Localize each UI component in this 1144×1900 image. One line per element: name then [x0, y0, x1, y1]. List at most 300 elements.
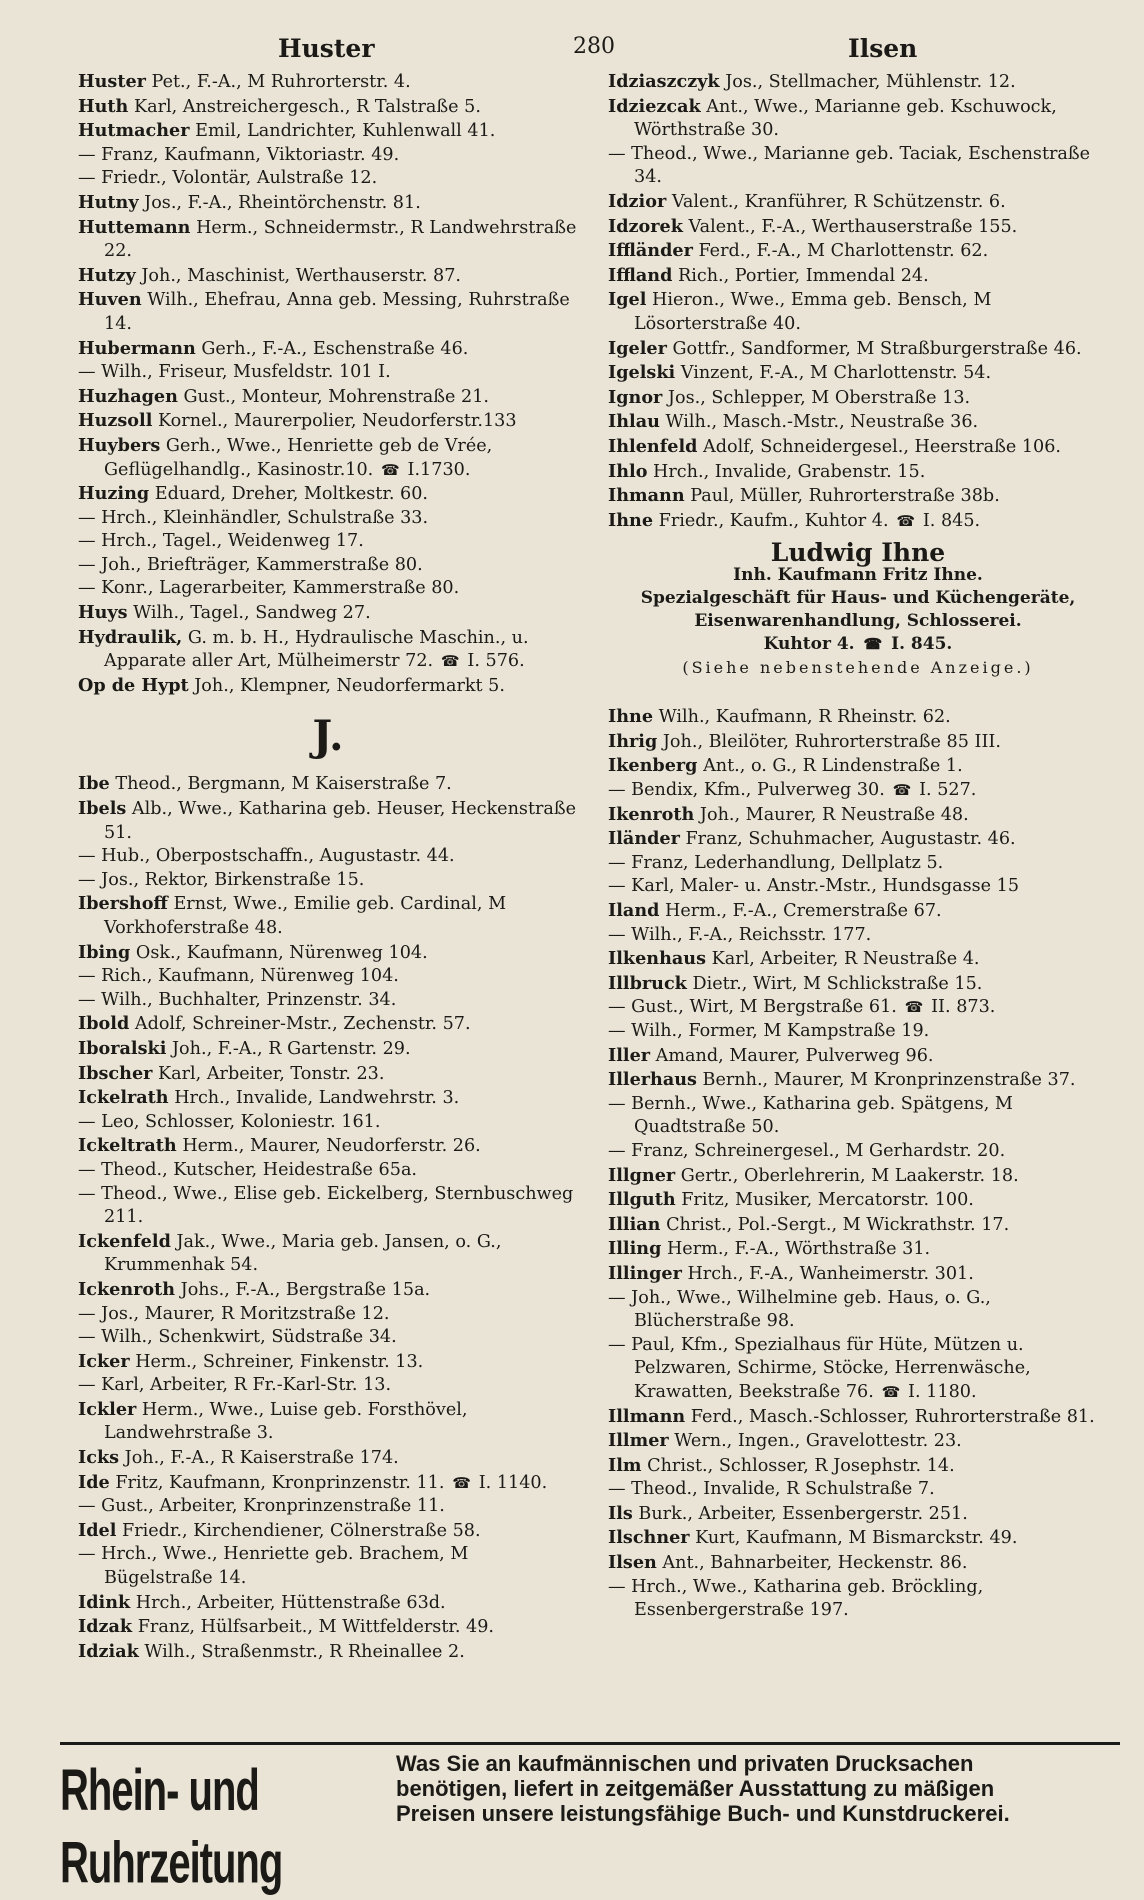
- header-right-keyword: Ilsen: [848, 34, 918, 63]
- directory-entry: [78, 1495, 578, 1519]
- entry-details: Christ., Pol.-Sergt., M Wickrathstr. 17.: [666, 1214, 1010, 1235]
- directory-entry: [78, 1086, 578, 1111]
- directory-entry: [78, 674, 578, 699]
- entry-details: Hrch., Invalide, Landwehrstr. 3.: [174, 1088, 460, 1109]
- footer-advertisement: [60, 1742, 1120, 1896]
- entry-surname: Ils: [608, 1502, 633, 1524]
- entry-surname: Ilm: [608, 1454, 642, 1476]
- directory-entry: [78, 288, 578, 336]
- directory-entry: [608, 924, 1108, 948]
- entry-details: Karl, Arbeiter, Tonstr. 23.: [158, 1063, 385, 1084]
- entry-phone: I. 845.: [922, 510, 981, 531]
- entry-phone: I. 1140.: [478, 1472, 548, 1493]
- telephone-icon: ☎: [899, 998, 929, 1017]
- entry-surname: Illguth: [608, 1189, 676, 1211]
- footer-slogan: [396, 1751, 1116, 1826]
- advertisement-ludwig-ihne: [608, 538, 1108, 679]
- entry-details: — Wilh., Former, M Kampstraße 19.: [608, 1021, 930, 1041]
- entry-details: Fritz, Musiker, Mercatorstr. 100.: [681, 1190, 974, 1211]
- entry-details: Wilh., Straßenmstr., R Rheinallee 2.: [144, 1641, 465, 1662]
- entry-surname: Hutmacher: [78, 120, 190, 142]
- entry-details: — Jos., Rektor, Birkenstraße 15.: [78, 869, 365, 890]
- entry-details: Ferd., Masch.-Schlosser, Ruhrorterstraße 81.: [690, 1406, 1095, 1427]
- entry-details: Jak., Wwe., Maria geb. Jansen, o. G., Krummenhak 54.: [104, 1231, 502, 1276]
- right-column-entries-2: [608, 705, 1108, 1623]
- directory-entry: [78, 1543, 578, 1590]
- entry-surname: Illmer: [608, 1430, 669, 1452]
- directory-entry: [78, 1615, 578, 1640]
- entry-details: — Franz, Schreinergesel., M Gerhardstr. 20.: [608, 1140, 1006, 1161]
- directory-entry: [608, 70, 1108, 95]
- entry-details: — Joh., Briefträger, Kammerstraße 80.: [78, 554, 423, 575]
- directory-entry: [78, 1230, 578, 1278]
- entry-surname: Ihne: [608, 706, 654, 728]
- directory-entry: [78, 1350, 578, 1375]
- entry-details: Gerh., Wwe., Henriette geb de Vrée, Geflügelhandlg., Kasinostr.10.: [104, 435, 493, 480]
- directory-entry: [608, 1502, 1108, 1527]
- directory-entry: [608, 1068, 1108, 1093]
- entry-details: Jos., F.-A., Rheintörchenstr. 81.: [144, 192, 421, 213]
- section-letter: J.: [312, 711, 344, 761]
- entry-surname: Idziaszczyk: [608, 71, 720, 92]
- directory-entry: [78, 869, 578, 893]
- right-column-entries: [608, 70, 1108, 533]
- entry-details: — Hrch., Wwe., Katharina geb. Bröckling, Essenbergerstraße 197.: [608, 1576, 984, 1621]
- entry-details: — Franz, Lederhandlung, Dellplatz 5.: [608, 852, 944, 873]
- directory-entry: [78, 1374, 578, 1398]
- directory-entry: [78, 482, 578, 507]
- entry-details: Gertr., Oberlehrerin, M Laakerstr. 18.: [680, 1165, 1019, 1186]
- entry-surname: Ickenfeld: [78, 1230, 171, 1252]
- ad-phone: I. 845.: [891, 634, 953, 655]
- directory-entry: [608, 1429, 1108, 1454]
- entry-details: Wilh., Tagel., Sandweg 27.: [133, 603, 371, 624]
- directory-entry: [78, 601, 578, 626]
- directory-entry: [78, 530, 578, 554]
- entry-details: — Hrch., Wwe., Henriette geb. Brachem, M Bügelstraße 14.: [78, 1544, 469, 1589]
- entry-surname: Icks: [78, 1447, 120, 1469]
- entry-phone: I. 1180.: [908, 1381, 977, 1402]
- entry-details: Joh., Klempner, Neudorfermarkt 5.: [194, 675, 505, 696]
- entry-surname: Ihlo: [608, 460, 648, 482]
- entry-details: Gottfr., Sandformer, M Straßburgerstraße 46.: [672, 338, 1082, 359]
- directory-entry: [78, 1398, 578, 1446]
- left-column-h-entries: [78, 70, 578, 698]
- directory-entry: [78, 95, 578, 120]
- entry-details: Hieron., Wwe., Emma geb. Bensch, M Lösorterstraße 40.: [634, 290, 992, 334]
- entry-details: Jos., Schlepper, M Oberstraße 13.: [667, 387, 971, 408]
- directory-entry: [608, 947, 1108, 972]
- entry-details: Herm., Schneidermstr., R Landwehrstraße 22.: [104, 217, 577, 262]
- entry-details: — Wilh., Friseur, Musfeldstr. 101 I.: [78, 362, 391, 383]
- entry-details: Ferd., F.-A., M Charlottenstr. 62.: [698, 241, 989, 262]
- entry-details: Dietr., Wirt, M Schlickstraße 15.: [692, 973, 983, 994]
- entry-surname: Hutzy: [78, 264, 136, 286]
- directory-entry: [78, 191, 578, 216]
- directory-entry: [78, 1062, 578, 1087]
- entry-details: Jos., Stellmacher, Mühlenstr. 12.: [725, 72, 1016, 92]
- entry-details: Gerh., F.-A., Eschenstraße 46.: [201, 338, 469, 359]
- entry-surname: Ickelrath: [78, 1087, 169, 1109]
- directory-entry: [608, 1188, 1108, 1213]
- directory-entry: [78, 119, 578, 144]
- entry-details: — Paul, Kfm., Spezialhaus für Hüte, Mützen u. Pelzwaren, Schirme, Stöcke, Herrenwäsche, Krawatten, Beekstraße 76.: [608, 1334, 1031, 1402]
- directory-entry: [608, 1454, 1108, 1479]
- directory-entry: [608, 827, 1108, 852]
- directory-entry: [608, 852, 1108, 876]
- directory-entry: [78, 1446, 578, 1471]
- directory-entry: [608, 779, 1108, 803]
- entry-details: — Karl, Arbeiter, R Fr.-Karl-Str. 13.: [78, 1375, 392, 1396]
- entry-surname: Iller: [608, 1044, 651, 1066]
- entry-surname: Ilschner: [608, 1527, 690, 1549]
- directory-entry: [78, 1012, 578, 1037]
- directory-entry: [78, 361, 578, 385]
- ad-address-line: [608, 633, 1108, 656]
- entry-surname: Igelski: [608, 362, 676, 384]
- entry-phone: II. 873.: [931, 997, 996, 1018]
- ad-line-1: Spezialgeschäft für Haus- und Küchengeräte,: [640, 588, 1076, 609]
- entry-details: — Theod., Wwe., Elise geb. Eickelberg, Sternbuschweg 211.: [78, 1183, 574, 1228]
- directory-entry: [608, 1093, 1108, 1140]
- directory-entry: [78, 507, 578, 531]
- directory-entry: [78, 554, 578, 578]
- entry-details: Bernh., Maurer, M Kronprinzenstraße 37.: [702, 1070, 1076, 1091]
- entry-details: Gust., Monteur, Mohrenstraße 21.: [183, 386, 489, 407]
- left-column-j-entries: [78, 772, 578, 1664]
- telephone-icon: ☎: [447, 1473, 476, 1492]
- telephone-icon: ☎: [891, 511, 920, 530]
- directory-entry: [608, 1140, 1108, 1164]
- directory-entry: [608, 1237, 1108, 1262]
- entry-details: Johs., F.-A., Bergstraße 15a.: [180, 1279, 431, 1300]
- directory-entry: [78, 1471, 578, 1496]
- entry-details: — Wilh., F.-A., Reichsstr. 177.: [608, 924, 872, 945]
- entry-surname: Ickler: [78, 1398, 137, 1420]
- entry-surname: Icker: [78, 1350, 130, 1372]
- entry-surname: Ibershoff: [78, 893, 168, 915]
- directory-entry: [78, 1278, 578, 1303]
- directory-entry: [78, 337, 578, 362]
- directory-entry: [78, 385, 578, 410]
- entry-details: Joh., Maschinist, Werthauserstr. 87.: [141, 265, 461, 286]
- entry-details: — Joh., Wwe., Wilhelmine geb. Haus, o. G., Blücherstraße 98.: [608, 1287, 991, 1332]
- directory-entry: [78, 1037, 578, 1062]
- entry-details: — Theod., Wwe., Marianne geb. Taciak, Eschenstraße 34.: [608, 143, 1091, 188]
- newspaper-logo: Rhein- und Ruhrzeitung: [60, 1759, 283, 1896]
- entry-surname: Op de Hypt: [78, 674, 189, 696]
- directory-entry: [608, 1551, 1108, 1576]
- entry-surname: Hubermann: [78, 337, 196, 359]
- header-left-keyword: Huster: [278, 34, 375, 63]
- entry-surname: Ibels: [78, 798, 127, 820]
- entry-phone: I. 576.: [467, 651, 525, 672]
- entry-details: Kurt, Kaufmann, M Bismarckstr. 49.: [695, 1528, 1018, 1549]
- entry-surname: Iland: [608, 900, 660, 922]
- entry-surname: Illerhaus: [608, 1069, 697, 1091]
- entry-surname: Ignor: [608, 386, 663, 408]
- entry-surname: Huzing: [78, 483, 150, 505]
- directory-columns: [78, 70, 1110, 1710]
- directory-entry: [78, 144, 578, 168]
- ad-line-2: Eisenwarenhandlung, Schlosserei.: [694, 611, 1022, 632]
- entry-surname: Iboralski: [78, 1037, 167, 1059]
- telephone-icon: ☎: [376, 460, 405, 479]
- entry-details: Osk., Kaufmann, Nürenweg 104.: [135, 942, 428, 963]
- entry-details: Joh., Maurer, R Neustraße 48.: [699, 804, 969, 825]
- entry-details: — Jos., Maurer, R Moritzstraße 12.: [78, 1303, 390, 1324]
- entry-details: Pet., F.-A., M Ruhrorterstr. 4.: [151, 72, 411, 92]
- entry-surname: Huttemann: [78, 216, 191, 238]
- directory-entry: [608, 899, 1108, 924]
- entry-surname: Ihlau: [608, 411, 660, 433]
- directory-entry: [608, 1164, 1108, 1189]
- directory-entry: [608, 1478, 1108, 1502]
- directory-entry: [78, 772, 578, 797]
- directory-entry: [78, 1326, 578, 1350]
- entry-surname: Ide: [78, 1471, 110, 1493]
- directory-entry: [608, 1213, 1108, 1238]
- entry-surname: Idziak: [78, 1640, 139, 1662]
- slogan-line-1: Was Sie an kaufmännischen und privaten Drucksachen: [396, 1751, 974, 1776]
- directory-entry: [608, 1576, 1108, 1623]
- entry-details: Herm., Schreiner, Finkenstr. 13.: [135, 1351, 424, 1372]
- entry-surname: Ickenroth: [78, 1278, 176, 1300]
- entry-details: — Bendix, Kfm., Pulverweg 30.: [608, 780, 885, 801]
- entry-surname: Idzior: [608, 190, 667, 212]
- entry-surname: Iffländer: [608, 240, 693, 262]
- ad-address: Kuhtor 4.: [763, 634, 855, 655]
- entry-details: Herm., F.-A., Cremerstraße 67.: [665, 901, 942, 922]
- entry-details: Joh., F.-A., R Gartenstr. 29.: [172, 1038, 411, 1059]
- entry-surname: Ilsen: [608, 1552, 657, 1574]
- entry-surname: Huster: [78, 71, 146, 92]
- entry-details: Herm., Wwe., Luise geb. Forsthövel, Landwehrstraße 3.: [104, 1399, 468, 1444]
- entry-details: Franz, Schuhmacher, Augustastr. 46.: [685, 829, 1016, 850]
- entry-details: Emil, Landrichter, Kuhlenwall 41.: [195, 121, 496, 142]
- entry-surname: Ibscher: [78, 1062, 153, 1084]
- directory-entry: [608, 803, 1108, 828]
- slogan-line-3: Preisen unsere leistungsfähige Buch- und Kunstdruckerei.: [396, 1801, 1010, 1826]
- directory-entry: [78, 989, 578, 1013]
- entry-details: — Hrch., Tagel., Weidenweg 17.: [78, 531, 364, 552]
- directory-entry: [608, 972, 1108, 997]
- entry-surname: Illing: [608, 1238, 662, 1260]
- entry-details: Joh., Bleilöter, Ruhrorterstraße 85 III.: [662, 731, 1001, 752]
- entry-details: Friedr., Kirchendiener, Cölnerstraße 58.: [122, 1520, 481, 1541]
- entry-details: — Theod., Kutscher, Heidestraße 65a.: [78, 1159, 418, 1180]
- telephone-icon: ☎: [887, 781, 917, 800]
- entry-details: Wilh., Masch.-Mstr., Neustraße 36.: [665, 412, 979, 433]
- directory-entry: [608, 1405, 1108, 1430]
- entry-details: Wilh., Kaufmann, R Rheinstr. 62.: [658, 707, 951, 728]
- directory-entry: [608, 1287, 1108, 1334]
- entry-surname: Ihlenfeld: [608, 435, 698, 457]
- entry-details: — Konr., Lagerarbeiter, Kammerstraße 80.: [78, 578, 460, 599]
- right-column: [608, 70, 1108, 1623]
- entry-details: Hrch., F.-A., Wanheimerstr. 301.: [687, 1263, 974, 1284]
- entry-surname: Huybers: [78, 434, 161, 456]
- entry-surname: Hydraulik,: [78, 626, 183, 648]
- entry-details: Joh., F.-A., R Kaiserstraße 174.: [124, 1448, 399, 1469]
- directory-entry: [608, 239, 1108, 264]
- slogan-line-2: benötigen, liefert in zeitgemäßer Ausstattung zu mäßigen: [396, 1776, 995, 1801]
- ad-note: (Siehe nebenstehende Anzeige.): [682, 658, 1034, 678]
- entry-surname: Idel: [78, 1519, 117, 1541]
- directory-entry: [78, 797, 578, 845]
- directory-entry: [78, 892, 578, 940]
- entry-details: — Wilh., Buchhalter, Prinzenstr. 34.: [78, 989, 397, 1010]
- directory-entry: [78, 1519, 578, 1544]
- directory-entry: [78, 167, 578, 191]
- entry-surname: Ilkenhaus: [608, 948, 706, 970]
- entry-surname: Idink: [78, 1591, 131, 1613]
- entry-surname: Ihrig: [608, 730, 658, 752]
- directory-entry: [78, 70, 578, 95]
- entry-details: Franz, Hülfsarbeit., M Wittfelderstr. 49.: [137, 1617, 495, 1638]
- entry-details: Rich., Portier, Immendal 24.: [677, 265, 929, 286]
- entry-details: Valent., F.-A., Werthauserstraße 155.: [688, 216, 1018, 237]
- entry-details: Ant., Bahnarbeiter, Heckenstr. 86.: [662, 1553, 968, 1574]
- directory-entry: [608, 754, 1108, 779]
- directory-entry: [608, 361, 1108, 386]
- entry-surname: Huzsoll: [78, 410, 153, 432]
- entry-surname: Ihne: [608, 509, 654, 531]
- entry-details: Kornel., Maurerpolier, Neudorferstr.133: [158, 411, 517, 432]
- entry-surname: Illmann: [608, 1405, 686, 1427]
- entry-details: — Hrch., Kleinhändler, Schulstraße 33.: [78, 507, 429, 528]
- entry-details: — Gust., Arbeiter, Kronprinzenstraße 11.: [78, 1496, 445, 1517]
- directory-entry: [78, 1591, 578, 1616]
- directory-entry: [78, 264, 578, 289]
- entry-surname: Hutny: [78, 191, 139, 213]
- directory-entry: [608, 288, 1108, 336]
- directory-entry: [78, 1640, 578, 1665]
- entry-details: Alb., Wwe., Katharina geb. Heuser, Heckenstraße 51.: [104, 799, 577, 843]
- directory-entry: [78, 1303, 578, 1327]
- entry-surname: Huzhagen: [78, 385, 178, 407]
- entry-details: Karl, Arbeiter, R Neustraße 4.: [711, 949, 980, 970]
- directory-entry: [608, 1044, 1108, 1069]
- telephone-icon: ☎: [863, 635, 883, 654]
- directory-entry: [78, 1134, 578, 1159]
- entry-details: Karl, Anstreichergesch., R Talstraße 5.: [133, 96, 481, 117]
- entry-details: — Gust., Wirt, M Bergstraße 61.: [608, 997, 897, 1018]
- entry-surname: Ibing: [78, 941, 131, 963]
- directory-entry: [608, 190, 1108, 215]
- entry-details: Christ., Schlosser, R Josephstr. 14.: [647, 1455, 955, 1476]
- entry-details: Hrch., Invalide, Grabenstr. 15.: [653, 461, 926, 482]
- directory-entry: [608, 996, 1108, 1020]
- directory-entry: [608, 435, 1108, 460]
- directory-entry: [78, 941, 578, 966]
- entry-surname: Ibe: [78, 773, 110, 795]
- entry-details: Adolf, Schneidergesel., Heerstraße 106.: [703, 436, 1062, 457]
- telephone-icon: ☎: [436, 652, 465, 671]
- entry-details: Adolf, Schreiner-Mstr., Zechenstr. 57.: [134, 1014, 471, 1035]
- telephone-icon: ☎: [876, 1382, 906, 1401]
- entry-details: — Hub., Oberpostschaffn., Augustastr. 44.: [78, 846, 455, 867]
- directory-entry: [78, 965, 578, 989]
- directory-entry: [608, 509, 1108, 534]
- directory-entry: [78, 434, 578, 482]
- entry-surname: Iffland: [608, 264, 673, 286]
- entry-details: Ant., o. G., R Lindenstraße 1.: [703, 756, 963, 777]
- directory-entry: [608, 484, 1108, 509]
- entry-details: — Karl, Maler- u. Anstr.-Mstr., Hundsgasse 15: [608, 876, 1020, 897]
- entry-details: Fritz, Kaufmann, Kronprinzenstr. 11.: [115, 1472, 445, 1493]
- entry-details: Friedr., Kaufm., Kuhtor 4.: [658, 510, 889, 531]
- directory-entry: [608, 460, 1108, 485]
- directory-entry: [608, 386, 1108, 411]
- entry-surname: Igel: [608, 289, 647, 311]
- directory-entry: [608, 337, 1108, 362]
- page-header: [78, 26, 1110, 70]
- entry-details: Paul, Müller, Ruhrorterstraße 38b.: [690, 486, 1000, 507]
- directory-entry: [78, 216, 578, 264]
- directory-entry: [78, 409, 578, 434]
- directory-entry: [608, 705, 1108, 730]
- entry-details: Wilh., Ehefrau, Anna geb. Messing, Ruhrstraße 14.: [104, 290, 570, 334]
- entry-surname: Illgner: [608, 1164, 676, 1186]
- entry-details: Eduard, Dreher, Moltkestr. 60.: [154, 484, 429, 505]
- entry-surname: Ikenroth: [608, 803, 695, 825]
- entry-surname: Igeler: [608, 337, 667, 359]
- entry-surname: Idziezcak: [608, 95, 701, 117]
- entry-surname: Ihmann: [608, 485, 685, 507]
- entry-surname: Huth: [78, 95, 129, 117]
- entry-surname: Ibold: [78, 1013, 130, 1035]
- directory-entry: [78, 1111, 578, 1135]
- directory-entry: [608, 1020, 1108, 1044]
- directory-entry: [608, 264, 1108, 289]
- entry-details: Ant., Wwe., Marianne geb. Kschuwock, Wörthstraße 30.: [634, 96, 1057, 141]
- directory-entry: [78, 1183, 578, 1230]
- directory-entry: [78, 626, 578, 674]
- entry-phone: I.1730.: [407, 459, 471, 480]
- entry-surname: Ikenberg: [608, 755, 698, 777]
- entry-surname: Huven: [78, 289, 142, 311]
- entry-surname: Idzorek: [608, 215, 683, 237]
- entry-surname: Illbruck: [608, 972, 687, 994]
- entry-details: Burk., Arbeiter, Essenbergerstr. 251.: [638, 1503, 968, 1524]
- entry-surname: Huys: [78, 602, 128, 624]
- ad-title: Ludwig Ihne: [770, 538, 946, 568]
- entry-surname: Illinger: [608, 1262, 682, 1284]
- directory-entry: [608, 95, 1108, 143]
- entry-details: Vinzent, F.-A., M Charlottenstr. 54.: [680, 363, 992, 384]
- entry-details: Herm., Maurer, Neudorferstr. 26.: [182, 1136, 481, 1157]
- entry-surname: Ickeltrath: [78, 1135, 177, 1157]
- left-column: [78, 70, 578, 1664]
- page-number: 280: [573, 34, 615, 59]
- entry-details: — Leo, Schlosser, Koloniestr. 161.: [78, 1111, 381, 1132]
- entry-details: Ernst, Wwe., Emilie geb. Cardinal, M Vorkhoferstraße 48.: [104, 894, 507, 938]
- directory-entry: [608, 1526, 1108, 1551]
- entry-surname: Iländer: [608, 828, 680, 850]
- entry-details: G. m. b. H., Hydraulische Maschin., u. Apparate aller Art, Mülheimerstr 72.: [104, 627, 529, 672]
- entry-phone: I. 527.: [919, 780, 977, 801]
- entry-surname: Idzak: [78, 1616, 133, 1638]
- directory-entry: [608, 730, 1108, 755]
- directory-entry: [608, 215, 1108, 240]
- directory-entry: [608, 143, 1108, 190]
- directory-entry: [608, 1262, 1108, 1287]
- entry-details: — Franz, Kaufmann, Viktoriastr. 49.: [78, 144, 400, 165]
- directory-entry: [78, 845, 578, 869]
- directory-entry: [608, 410, 1108, 435]
- directory-entry: [608, 1334, 1108, 1405]
